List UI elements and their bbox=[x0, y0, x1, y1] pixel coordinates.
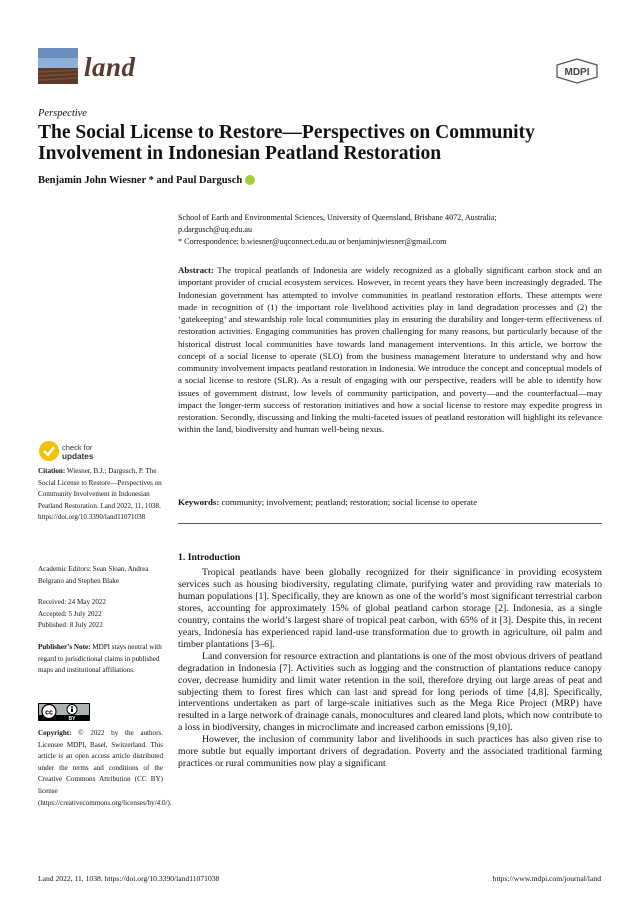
citation-block bbox=[38, 466, 163, 524]
correspondence: * Correspondence: b.wiesner@uqconnect.edu.au or benjaminjwiesner@gmail.com bbox=[178, 237, 447, 246]
body-text bbox=[178, 567, 602, 770]
publisher-name: MDPI bbox=[564, 67, 590, 78]
publisher-note-text: MDPI stays neutral with regard to jurisdictional claims in published maps and institutional affiliations. bbox=[38, 643, 162, 675]
affiliation-line: School of Earth and Environmental Sciences, University of Queensland, Brisbane 4072, Australia; bbox=[178, 213, 497, 222]
paragraph: Tropical peatlands have been globally recognized for their significance in providing ecosystem services such as housing biodiversity, regulating climate, purifying water and providing raw materials to human populations [1]. Specifically, they are known as one of the world’s most significant terrestrial carbon stores, accounting for approximately 15% of global peatland carbon storage [2]. Indonesia, as a single country, contains the world’s largest share of tropical peat carbon, with 65% of it [3]. Despite this, in recent years, Indonesia has experienced rapid land-use transformation due to growth in agriculture, oil palm and timber plantations [3–6]. bbox=[178, 567, 602, 650]
abstract-label: Abstract: bbox=[178, 265, 214, 275]
published-date: Published: 8 July 2022 bbox=[38, 621, 103, 630]
article-type: Perspective bbox=[38, 108, 87, 119]
check-updates-text bbox=[62, 443, 93, 461]
check-updates-icon bbox=[38, 440, 60, 462]
check-updates-line1: check for bbox=[62, 443, 93, 452]
cc-by-license-icon[interactable] bbox=[38, 703, 90, 721]
divider bbox=[178, 523, 602, 524]
accepted-date: Accepted: 5 July 2022 bbox=[38, 609, 102, 618]
mdpi-logo-icon bbox=[555, 58, 599, 84]
abstract bbox=[178, 264, 602, 436]
keywords-text: community; involvement; peatland; restoration; social license to operate bbox=[221, 497, 478, 507]
affiliation bbox=[178, 212, 598, 248]
footer-journal-link[interactable]: https://www.mdpi.com/journal/land bbox=[492, 874, 601, 883]
authors-text: Benjamin John Wiesner * and Paul Dargusch bbox=[38, 175, 243, 186]
orcid-icon[interactable] bbox=[245, 175, 255, 185]
publisher-note bbox=[38, 642, 163, 677]
editors: Academic Editors: Sean Sloan, Andrea Belgrano and Stephen Blake bbox=[38, 565, 149, 585]
copyright-text: © 2022 by the authors. Licensee MDPI, Basel, Switzerland. This article is an open access article distributed under the terms and conditions of the Creative Commons Attribution (CC BY) license (https://creativecommons.org/licenses/by/4.0/). bbox=[38, 729, 172, 807]
abstract-text: The tropical peatlands of Indonesia are widely recognized as a globally significant carbon stock and an important provider of crucial ecosystem services. However, in recent years they have been increasingly degraded. The Indonesian government has attempted to involve communities in peatland restoration efforts. These attempts were made in recognition of (1) the important role livelihood activities play in land degradation processes and (2) the ‘gatekeeping’ and stewardship role local communities play in ensuring the durability and longer-term effectiveness of restoration activities. Engaging communities has proven challenging for many reasons, but particularly because of the historical distrust local communities have towards land management interventions. In this article, we borrow the concept of a social license to operate (SLO) from the business management literature to understand why and how community involvement impacts peatland restoration in Indonesia. We introduce the concept and conceptual models of a social license to restore (SLR). As a result of engaging with our perspective, readers will be able to identify how issues of government distrust, low levels of community participation, and poverty—and the counterfactual—may impact the longer-term success of restoration initiatives and how a social license to restore may expedite progress in restoration. Secondly, discussing and linking the multi-faceted issues of peatland restoration will highlight its relevance within the land, biodiversity and human well-being nexus. bbox=[178, 265, 602, 435]
keywords-label: Keywords: bbox=[178, 497, 220, 507]
section-heading: 1. Introduction bbox=[178, 552, 241, 563]
check-updates-line2: updates bbox=[62, 452, 94, 461]
journal-logo-icon bbox=[38, 48, 78, 84]
dates bbox=[38, 597, 163, 632]
affiliation-email[interactable]: p.dargusch@uq.edu.au bbox=[178, 225, 253, 234]
publisher-note-label: Publisher’s Note: bbox=[38, 643, 91, 651]
paragraph: However, the inclusion of community labor and livelihoods in such practices has also given rise to more subtle but equally important drivers of degradation. Poverty and the associated traditional farming practices or rural communities now play a significant bbox=[178, 734, 602, 770]
keywords bbox=[178, 497, 602, 507]
svg-text:cc: cc bbox=[45, 709, 53, 717]
footer-citation: Land 2022, 11, 1038. https://doi.org/10.3390/land11071038 bbox=[38, 874, 220, 883]
author-list bbox=[38, 175, 255, 186]
received-date: Received: 24 May 2022 bbox=[38, 598, 106, 606]
journal-name: land bbox=[84, 52, 136, 82]
copyright bbox=[38, 728, 172, 809]
paragraph: Land conversion for resource extraction and plantations is one of the most obvious drivers of peatland degradation in Indonesia [7]. Activities such as logging and the construction of plantations reduce canopy cover, decrease humidity and limit water retention in the soil, therefore drying out large areas of peat and subjecting them to forest fires which can last and spread for long periods of time [4,8]. Specifically, interventions undertaken as part of large-scale initiatives such as the Mega Rice Project (MRP) have resulted in a large network of drainage canals, monocultures and cleared land plots, which now contribute to a loss in biodiversity, changes in microclimate and increased carbon emissions [9,10]. bbox=[178, 650, 602, 734]
citation-text: Wiesner, B.J.; Dargusch, P. The Social License to Restore—Perspectives on Community Involvement in Indonesian Peatland Restoration. Land 2022, 11, 1038. https://doi.org/10.3390/land11071038 bbox=[38, 467, 162, 522]
citation-label: Citation: bbox=[38, 467, 66, 475]
cc-label: BY bbox=[68, 716, 76, 721]
article-title: The Social License to Restore—Perspectives on Community Involvement in Indonesian Peatland Restoration bbox=[38, 122, 535, 164]
copyright-label: Copyright: bbox=[38, 729, 72, 737]
